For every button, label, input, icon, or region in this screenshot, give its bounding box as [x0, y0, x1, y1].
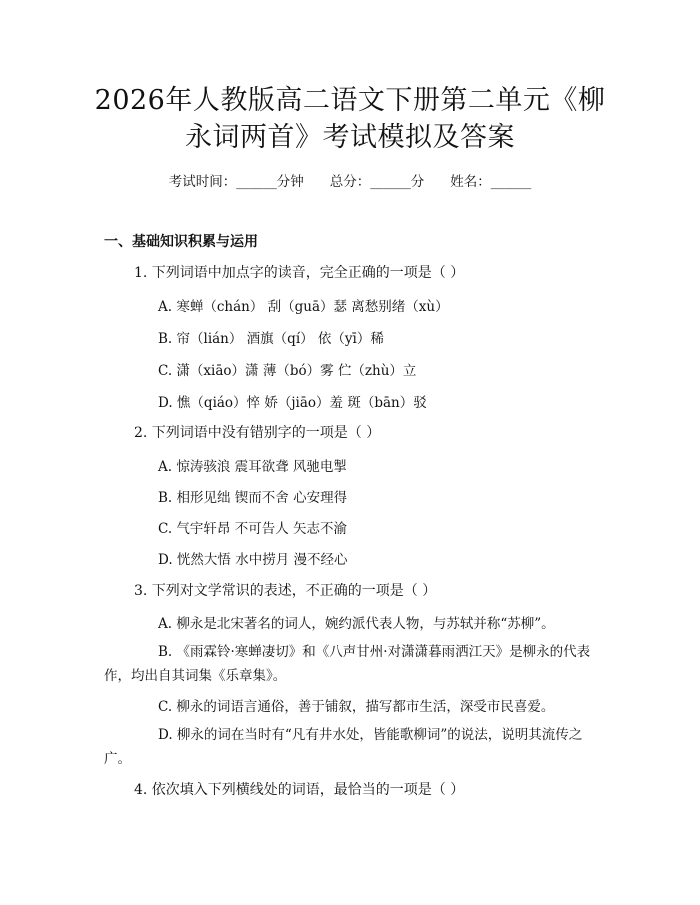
question-2-stem: 2. 下列词语中没有错别字的一项是（ ）	[134, 425, 381, 441]
question-1-option-a: A. 寒蝉（chán） 刮（guā）瑟 离愁别绪（xù）	[158, 299, 449, 315]
question-2-option-b: B. 相形见绌 锲而不舍 心安理得	[158, 490, 348, 506]
question-1-option-b: B. 帘（lián） 酒旗（qí） 依（yī）稀	[158, 331, 384, 347]
question-3-option-c: C. 柳永的词语言通俗，善于铺叙，描写都市生活，深受市民喜爱。	[158, 699, 555, 715]
question-4-stem: 4. 依次填入下列横线处的词语，最恰当的一项是（ ）	[134, 782, 465, 798]
total-score-label: 总分：______分	[329, 174, 425, 190]
question-3-option-a: A. 柳永是北宋著名的词人，婉约派代表人物，与苏轼并称“苏柳”。	[158, 616, 555, 632]
section-heading: 一、基础知识积累与运用	[104, 234, 258, 250]
page-title: 2026年人教版高二语文下册第二单元《柳永词两首》考试模拟及答案	[94, 85, 606, 153]
question-1-stem: 1. 下列词语中加点字的读音，完全正确的一项是（ ）	[134, 265, 465, 281]
name-label: 姓名：______	[450, 174, 532, 190]
question-2-option-d: D. 恍然大悟 水中捞月 漫不经心	[158, 552, 348, 568]
exam-meta	[0, 170, 700, 190]
question-1-option-d: D. 憔（qiáo）悴 娇（jiāo）羞 斑（bān）驳	[158, 395, 427, 411]
question-3-stem: 3. 下列对文学常识的表述，不正确的一项是（ ）	[134, 583, 437, 599]
question-3-option-b: B. 《雨霖铃·寒蝉凄切》和《八声甘州·对潇潇暮雨洒江天》是柳永的代表作，均出自其词集《乐章集》。	[104, 644, 591, 684]
question-2-option-c: C. 气宇轩昂 不可告人 矢志不渝	[158, 521, 348, 537]
question-3-option-d: D. 柳永的词在当时有“凡有井水处，皆能歌柳词”的说法，说明其流传之广。	[104, 727, 583, 767]
exam-time-label: 考试时间：______分钟	[168, 174, 304, 190]
question-2-option-a: A. 惊涛骇浪 震耳欲聋 风驰电掣	[158, 459, 347, 475]
question-1-option-c: C. 潇（xiāo）潇 薄（bó）雾 伫（zhù）立	[158, 363, 417, 379]
